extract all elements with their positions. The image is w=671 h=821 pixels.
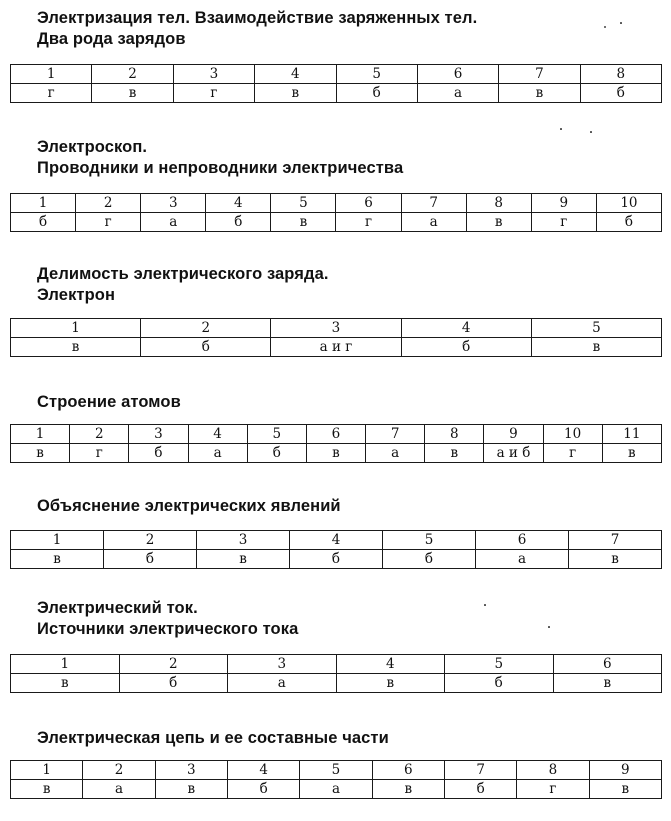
answer-cell: в (271, 213, 336, 232)
question-number-cell: 6 (306, 425, 365, 444)
section-5-answers-row (11, 550, 662, 569)
answer-cell: в (11, 674, 120, 693)
question-number-cell: 3 (197, 531, 290, 550)
question-number-cell: 11 (602, 425, 661, 444)
answer-cell: в (11, 444, 70, 463)
question-number-cell: 10 (596, 194, 661, 213)
answer-cell: в (255, 84, 336, 103)
question-number-cell: 3 (271, 319, 401, 338)
question-number-cell: 5 (336, 65, 417, 84)
section-4-title (37, 392, 181, 413)
answer-cell: в (155, 780, 227, 799)
question-number-cell: 1 (11, 655, 120, 674)
answer-cell: а (476, 550, 569, 569)
section-1-title (37, 8, 477, 50)
answer-cell: в (589, 780, 661, 799)
question-number-cell: 5 (271, 194, 336, 213)
question-number-cell: 9 (589, 761, 661, 780)
answer-cell: б (596, 213, 661, 232)
section-3-title-line-2: Электрон (37, 286, 116, 304)
question-number-cell: 1 (11, 531, 104, 550)
scan-speck (484, 604, 486, 606)
section-2-question-numbers-row (11, 194, 662, 213)
answer-cell: г (336, 213, 401, 232)
section-6-answers-row (11, 674, 662, 693)
answer-cell: а (188, 444, 247, 463)
question-number-cell: 7 (401, 194, 466, 213)
section-2-title (37, 137, 403, 179)
question-number-cell: 2 (70, 425, 129, 444)
section-1-answers-row (11, 84, 662, 103)
section-3-answers-row (11, 338, 662, 357)
answer-cell: б (227, 780, 299, 799)
section-4-answers-row (11, 444, 662, 463)
question-number-cell: 10 (543, 425, 602, 444)
question-number-cell: 6 (372, 761, 444, 780)
question-number-cell: 2 (76, 194, 141, 213)
question-number-cell: 2 (92, 65, 173, 84)
question-number-cell: 9 (484, 425, 543, 444)
answer-cell: в (602, 444, 661, 463)
answer-cell: б (445, 674, 554, 693)
answer-cell: г (543, 444, 602, 463)
question-number-cell: 4 (206, 194, 271, 213)
section-1-answer-table (10, 64, 662, 103)
section-7-question-numbers-row (11, 761, 662, 780)
answer-cell: в (425, 444, 484, 463)
answer-cell: г (70, 444, 129, 463)
answer-cell: г (531, 213, 596, 232)
section-4-title-line-1: Строение атомов (37, 393, 181, 411)
section-7-answer-table (10, 760, 662, 799)
question-number-cell: 1 (11, 65, 92, 84)
question-number-cell: 8 (425, 425, 484, 444)
answer-cell: а и б (484, 444, 543, 463)
answer-cell: б (401, 338, 531, 357)
section-2-answers-row (11, 213, 662, 232)
section-5-question-numbers-row (11, 531, 662, 550)
section-3-question-numbers-row (11, 319, 662, 338)
question-number-cell: 8 (466, 194, 531, 213)
answer-cell: б (129, 444, 188, 463)
answer-cell: в (11, 338, 141, 357)
answer-cell: б (104, 550, 197, 569)
answer-cell: б (119, 674, 228, 693)
answer-cell: в (92, 84, 173, 103)
section-4-answer-table (10, 424, 662, 463)
section-1-title-line-1: Электризация тел. Взаимодействие заряженных тел. (37, 9, 478, 27)
answer-cell: в (306, 444, 365, 463)
answer-cell: а (417, 84, 498, 103)
answer-cell: б (11, 213, 76, 232)
answer-cell: в (11, 550, 104, 569)
question-number-cell: 3 (173, 65, 254, 84)
question-number-cell: 5 (531, 319, 661, 338)
question-number-cell: 4 (290, 531, 383, 550)
question-number-cell: 5 (300, 761, 372, 780)
section-5-answer-table (10, 530, 662, 569)
answer-cell: а (401, 213, 466, 232)
question-number-cell: 6 (476, 531, 569, 550)
question-number-cell: 4 (336, 655, 445, 674)
question-number-cell: 6 (336, 194, 401, 213)
answer-cell: г (11, 84, 92, 103)
answer-cell: а (228, 674, 337, 693)
section-6-answer-table (10, 654, 662, 693)
section-2-answer-table (10, 193, 662, 232)
section-1-title-line-2: Два рода зарядов (37, 30, 186, 48)
question-number-cell: 8 (580, 65, 661, 84)
section-6-title-line-1: Электрический ток. (37, 599, 198, 617)
question-number-cell: 1 (11, 194, 76, 213)
section-5-title (37, 496, 341, 517)
section-5-title-line-1: Объяснение электрических явлений (37, 497, 341, 515)
answer-cell: в (466, 213, 531, 232)
question-number-cell: 9 (531, 194, 596, 213)
question-number-cell: 5 (247, 425, 306, 444)
section-6-title-line-2: Источники электрического тока (37, 620, 299, 638)
question-number-cell: 7 (499, 65, 580, 84)
answer-cell: г (173, 84, 254, 103)
section-3-title-line-1: Делимость электрического заряда. (37, 265, 329, 283)
section-3-answer-table (10, 318, 662, 357)
question-number-cell: 2 (83, 761, 155, 780)
answer-cell: б (336, 84, 417, 103)
section-6-title (37, 598, 298, 640)
answer-cell: в (336, 674, 445, 693)
answer-cell: а (366, 444, 425, 463)
question-number-cell: 4 (401, 319, 531, 338)
question-number-cell: 2 (119, 655, 228, 674)
scan-speck (548, 626, 550, 628)
answer-cell: в (499, 84, 580, 103)
question-number-cell: 4 (188, 425, 247, 444)
question-number-cell: 5 (445, 655, 554, 674)
answer-cell: г (76, 213, 141, 232)
scan-speck (590, 131, 592, 133)
question-number-cell: 1 (11, 425, 70, 444)
question-number-cell: 7 (569, 531, 662, 550)
question-number-cell: 2 (104, 531, 197, 550)
answer-cell: в (553, 674, 662, 693)
question-number-cell: 3 (155, 761, 227, 780)
section-7-answers-row (11, 780, 662, 799)
scan-speck (560, 128, 562, 130)
scan-speck (620, 22, 622, 24)
answer-cell: б (580, 84, 661, 103)
question-number-cell: 7 (444, 761, 516, 780)
question-number-cell: 1 (11, 761, 83, 780)
question-number-cell: 7 (366, 425, 425, 444)
question-number-cell: 4 (227, 761, 299, 780)
answer-cell: б (141, 338, 271, 357)
section-7-title (37, 728, 389, 749)
answer-cell: в (197, 550, 290, 569)
section-1-question-numbers-row (11, 65, 662, 84)
question-number-cell: 3 (129, 425, 188, 444)
question-number-cell: 5 (383, 531, 476, 550)
answer-cell: б (444, 780, 516, 799)
answer-cell: в (569, 550, 662, 569)
answer-cell: а (83, 780, 155, 799)
question-number-cell: 3 (141, 194, 206, 213)
section-3-title (37, 264, 329, 306)
answer-cell: а (141, 213, 206, 232)
question-number-cell: 2 (141, 319, 271, 338)
question-number-cell: 8 (517, 761, 589, 780)
answer-cell: в (531, 338, 661, 357)
answer-cell: б (247, 444, 306, 463)
answer-cell: а (300, 780, 372, 799)
answer-cell: в (372, 780, 444, 799)
section-2-title-line-1: Электроскоп. (37, 138, 148, 156)
question-number-cell: 1 (11, 319, 141, 338)
scan-speck (604, 26, 606, 28)
answer-cell: б (206, 213, 271, 232)
answer-cell: г (517, 780, 589, 799)
answer-cell: а и г (271, 338, 401, 357)
section-6-question-numbers-row (11, 655, 662, 674)
question-number-cell: 4 (255, 65, 336, 84)
answer-cell: в (11, 780, 83, 799)
question-number-cell: 6 (417, 65, 498, 84)
question-number-cell: 6 (553, 655, 662, 674)
answer-cell: б (290, 550, 383, 569)
question-number-cell: 3 (228, 655, 337, 674)
section-4-question-numbers-row (11, 425, 662, 444)
answer-cell: б (383, 550, 476, 569)
section-7-title-line-1: Электрическая цепь и ее составные части (37, 729, 389, 747)
section-2-title-line-2: Проводники и непроводники электричества (37, 159, 404, 177)
